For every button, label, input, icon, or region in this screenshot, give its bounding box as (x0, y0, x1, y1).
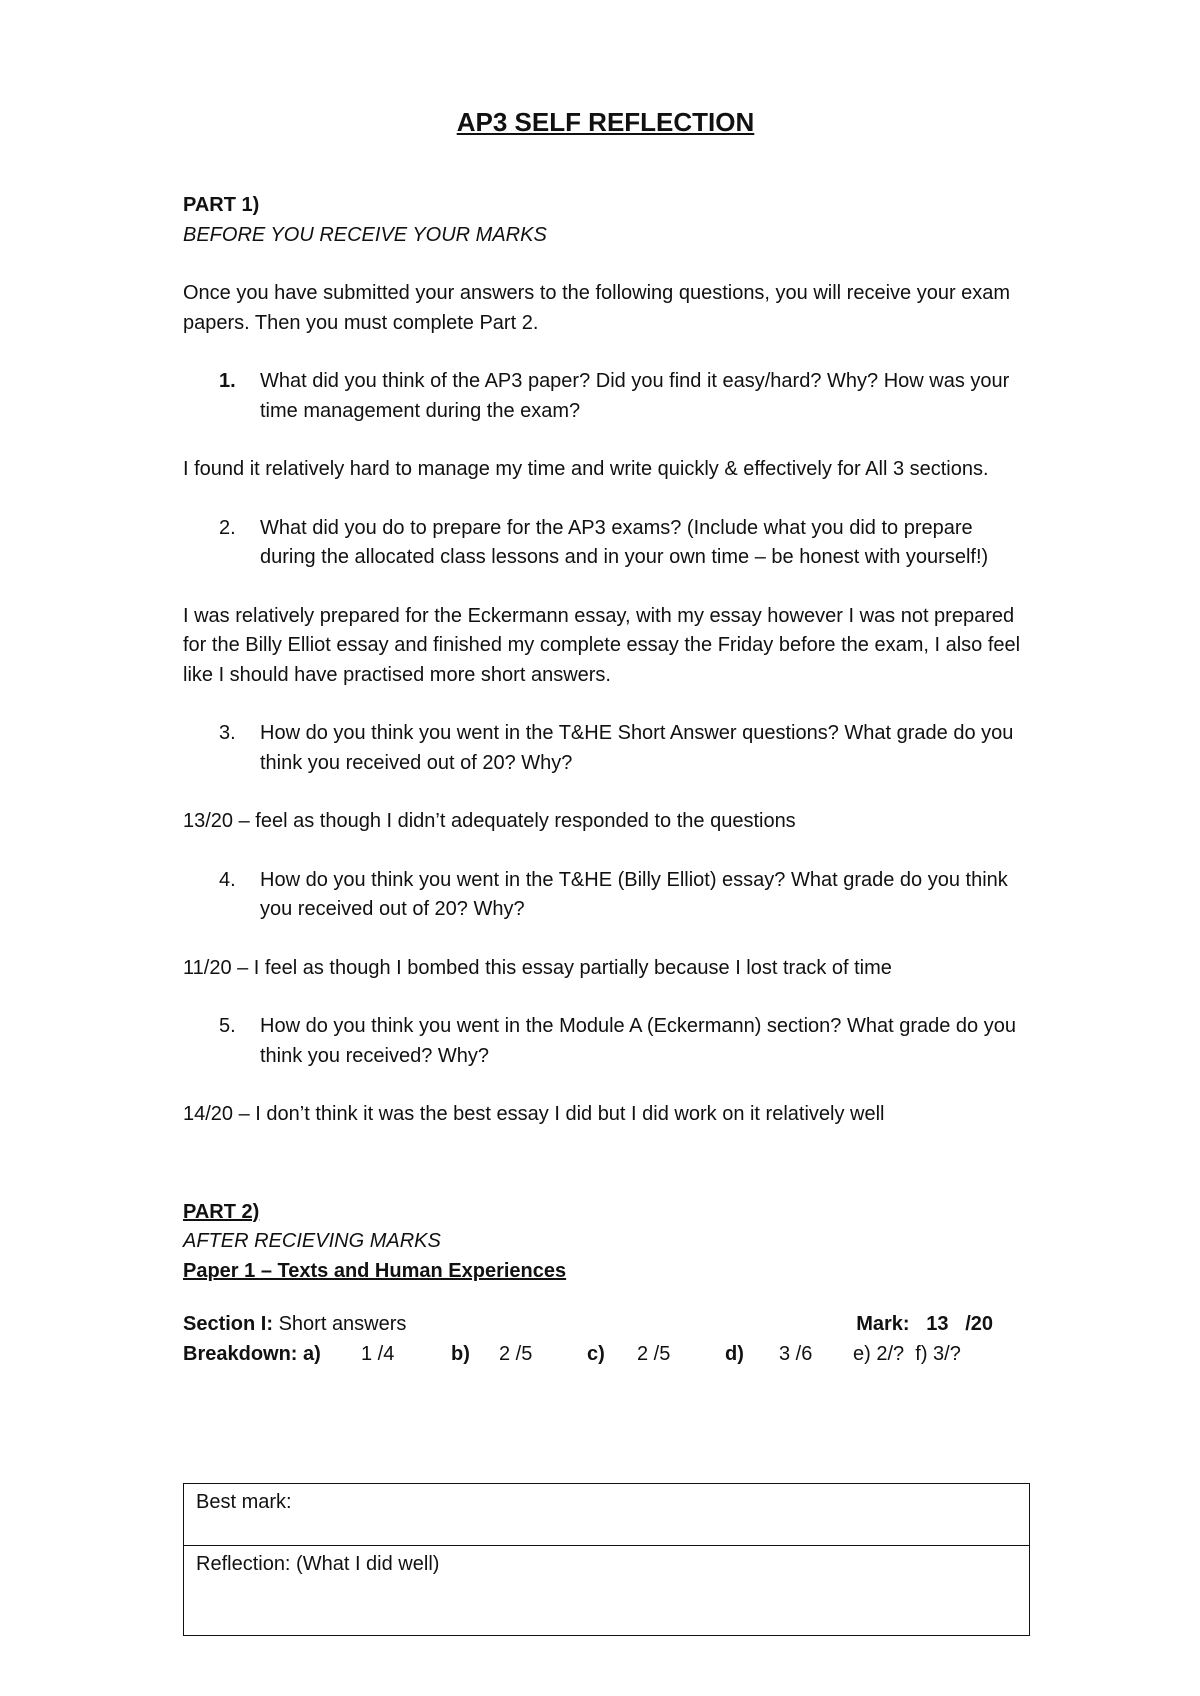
part1-intro: Once you have submitted your answers to the following questions, you will receive your exam papers. Then you must complete Part 2. (183, 282, 1011, 334)
breakdown-item (361, 1340, 451, 1370)
question-4 (219, 866, 1028, 925)
reflection-cell[interactable]: Reflection: (What I did well) (196, 1553, 440, 1575)
answer-2: I was relatively prepared for the Eckermann essay, with my essay however I was not prepared for the Billy Elliot essay and finished my complete essay the Friday before the exam, I also feel like I should have practised more short answers. (183, 604, 1021, 686)
question-text: How do you think you went in the T&HE Short Answer questions? What grade do you think you received out of 20? Why? (260, 722, 1014, 774)
part1-subheading: BEFORE YOU RECEIVE YOUR MARKS (183, 223, 547, 246)
mark-label: Mark: (856, 1313, 910, 1335)
part2-heading: PART 2) (183, 1200, 260, 1223)
breakdown-item-value: 2 /5 (499, 1342, 533, 1365)
section-label: Section I: (183, 1313, 274, 1335)
question-text: What did you do to prepare for the AP3 exams? (Include what you did to prepare during the allocated class lessons and in your own time – be honest with yourself!) (260, 516, 989, 568)
breakdown-item-label: d) (725, 1342, 744, 1365)
mark-value: 13 (926, 1313, 949, 1335)
question-number: 4. (219, 868, 236, 891)
mark-total: /20 (965, 1313, 993, 1335)
best-mark-cell[interactable]: Best mark: (184, 1484, 1029, 1546)
question-number: 1. (219, 370, 236, 392)
question-number: 3. (219, 722, 236, 744)
question-2 (219, 514, 1028, 573)
breakdown-item-value: 1 /4 (361, 1342, 395, 1365)
section-name: Short answers (278, 1313, 407, 1335)
breakdown-item-value: 2 /5 (637, 1342, 671, 1365)
part1-heading: PART 1) (183, 194, 260, 216)
answer-3: 13/20 – feel as though I didn’t adequately responded to the questions (183, 810, 796, 832)
section-title (183, 1310, 406, 1340)
breakdown-item-value: 3 /6 (779, 1342, 813, 1365)
paper-heading: Paper 1 – Texts and Human Experiences (183, 1259, 567, 1282)
mark (856, 1310, 993, 1340)
breakdown-item-label: c) (587, 1342, 605, 1365)
part2-subheading: AFTER RECIEVING MARKS (183, 1230, 441, 1252)
breakdown-item-label: b) (451, 1342, 470, 1365)
section-row (183, 1310, 993, 1340)
question-5 (219, 1012, 1028, 1071)
question-number: 2. (219, 516, 236, 539)
question-text: What did you think of the AP3 paper? Did you find it easy/hard? Why? How was your time management during the exam? (260, 370, 1010, 422)
reflection-table (183, 1483, 1030, 1636)
page-title: AP3 SELF REFLECTION (456, 107, 755, 137)
answer-1: I found it relatively hard to manage my time and write quickly & effectively for All 3 sections. (183, 458, 989, 480)
question-text: How do you think you went in the Module A (Eckermann) section? What grade do you think you received? Why? (260, 1015, 1016, 1067)
question-1 (219, 367, 1028, 426)
breakdown-item-label: a) (297, 1342, 321, 1365)
answer-4: 11/20 – I feel as though I bombed this essay partially because I lost track of time (183, 956, 892, 979)
breakdown-row (183, 1340, 1028, 1370)
question-text: How do you think you went in the T&HE (Billy Elliot) essay? What grade do you think you received out of 20? Why? (260, 868, 1008, 920)
breakdown-extra: e) 2/? f) 3/? (853, 1342, 961, 1365)
question-number: 5. (219, 1015, 236, 1037)
document-content (183, 105, 1028, 1369)
question-3 (219, 719, 1028, 778)
breakdown-label: Breakdown: a) (183, 1340, 361, 1370)
answer-5: 14/20 – I don’t think it was the best essay I did but I did work on it relatively well (183, 1103, 885, 1125)
